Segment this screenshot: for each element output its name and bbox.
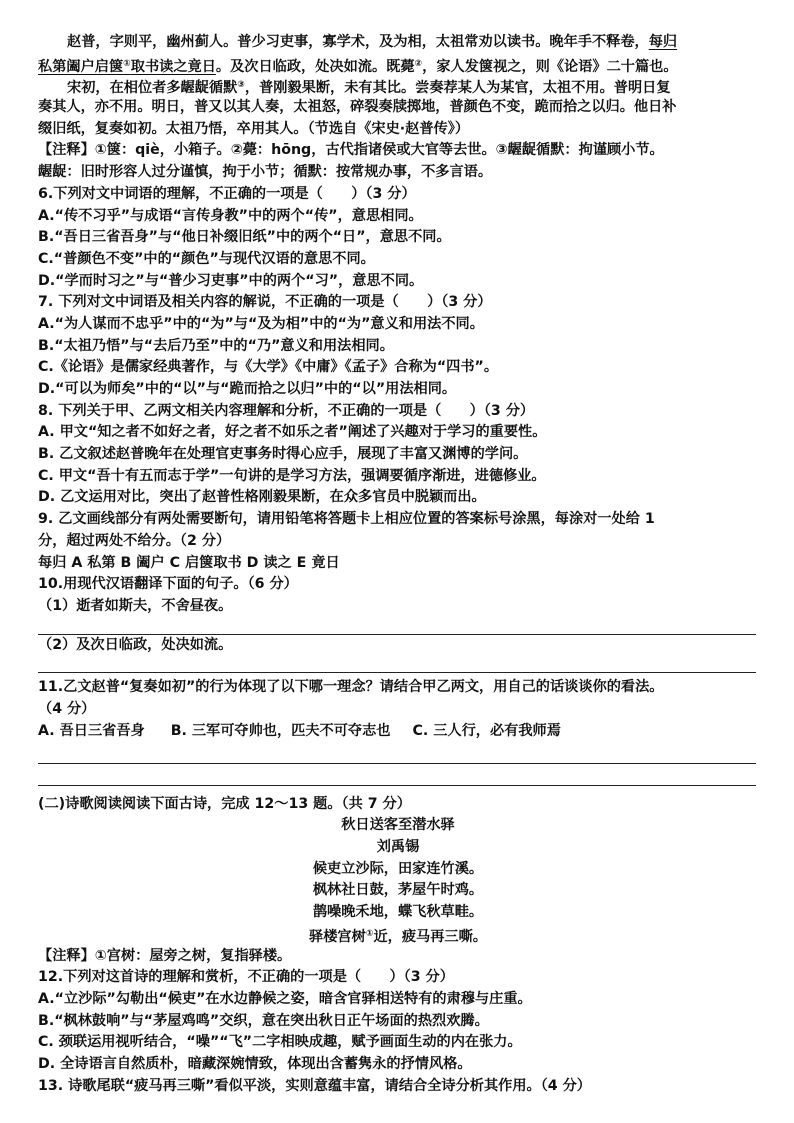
question-6-option-a: A.“传不习乎”与成语“言传身教”中的两个“传”，意思相同。 <box>38 207 423 224</box>
question-6-option-d: D.“学而时习之”与“普少习吏事”中的两个“习”，意思不同。 <box>38 272 424 289</box>
question-7-option-c: C.《论语》是儒家经典著作，与《大学》《中庸》《孟子》合称为“四书”。 <box>38 359 499 376</box>
question-9-options: 每归 A 私第 B 阖户 C 启箧取书 D 读之 E 竟日 <box>38 554 340 571</box>
answer-line[interactable] <box>38 618 756 635</box>
passage-line: 赵普，字则平，幽州蓟人。普少习吏事，寡学术，及为相，太祖常劝以读书。晚年手不释卷，每归 <box>67 34 678 50</box>
underlined-text: 每归 <box>648 34 678 50</box>
poem-line: 驿楼宫树①近，疲马再三嘶。 <box>309 928 487 945</box>
answer-line[interactable] <box>38 764 756 786</box>
footnote-marker: ① <box>365 928 374 939</box>
question-12-option-a: A.“立沙际”勾勒出“候吏”在水边静候之姿，暗含官驿相送特有的肃穆与庄重。 <box>38 990 532 1007</box>
passage-line: 宋初，在相位者多龌龊循默③，普刚毅果断，未有其比。尝奏荐某人为某官，太祖不用。普明日复 <box>67 80 671 97</box>
answer-line[interactable] <box>38 656 756 673</box>
question-10-stem: 10.用现代汉语翻译下面的句子。（6 分） <box>38 576 298 593</box>
question-9-stem: 9. 乙文画线部分有两处需要断句，请用铅笔将答题卡上相应位置的答案标号涂黑，每涂对一处给 1 <box>38 511 655 528</box>
section-2-heading: (二)诗歌阅读阅读下面古诗，完成 12～13 题。（共 7 分） <box>38 795 411 812</box>
question-6-option-b: B.“吾日三省吾身”与“他日补缀旧纸”中的两个“日”，意思不同。 <box>38 229 451 246</box>
passage-line: 奏其人，亦不用。明日，普又以其人奏，太祖怒，碎裂奏牍掷地，普颜色不变，跪而拾之以归。他日补 <box>38 99 677 116</box>
footnote-marker: ③ <box>237 80 245 91</box>
question-12-stem: 12.下列对这首诗的理解和赏析，不正确的一项是（ ）（3 分） <box>38 969 454 986</box>
question-8-option-d: D. 乙文运用对比，突出了赵普性格刚毅果断，在众多官员中脱颖而出。 <box>38 489 486 506</box>
question-8-option-c: C. 甲文“吾十有五而志于学”一句讲的是学习方法，强调要循序渐进，进德修业。 <box>38 467 546 484</box>
question-11-stem: 11.乙文赵普“复奏如初”的行为体现了以下哪一理念？请结合甲乙两文，用自己的话谈谈你的看法。 <box>38 679 664 696</box>
question-11-option-a: A. 吾日三省吾身 <box>38 722 145 739</box>
passage-line: 私第阖户启箧①取书读之竟日。及次日临政，处决如流。既薨②，家人发箧视之，则《论语》二十篇也。 <box>38 58 678 75</box>
question-12-option-d: D. 全诗语言自然质朴，暗藏深婉情致，体现出含蓄隽永的抒情风格。 <box>38 1055 472 1072</box>
question-10-sentence-1: （1）逝者如斯夫，不舍昼夜。 <box>38 597 233 614</box>
poem-line: 候吏立沙际，田家连竹溪。 <box>312 860 484 877</box>
question-12-option-c: C. 颈联运用视听结合，“噪”“飞”二字相映成趣，赋予画面生动的内在张力。 <box>38 1034 522 1051</box>
footnote-marker: ① <box>123 58 131 69</box>
footnote-marker: ② <box>414 58 423 69</box>
question-11-option-c: C. 三人行，必有我师焉 <box>412 722 561 739</box>
question-10-sentence-2: （2）及次日临政，处决如流。 <box>38 636 233 653</box>
question-8-stem: 8. 下列关于甲、乙两文相关内容理解和分析，不正确的一项是（ ）（3 分） <box>38 402 535 419</box>
question-6-option-c: C.“普颜色不变”中的“颜色”与现代汉语的意思不同。 <box>38 250 375 267</box>
poem-title: 秋日送客至潜水驿 <box>341 817 455 834</box>
underlined-text: 私第阖户启箧①取书读之竟日 <box>38 58 216 75</box>
question-11-option-b: B. 三军可夺帅也，匹夫不可夺志也 <box>170 722 391 739</box>
notes-line: 龌龊：旧时形容人过分谨慎，拘于小节；循默：按常规办事，不多言语。 <box>38 164 493 181</box>
question-11-options <box>38 721 758 743</box>
question-13-stem: 13. 诗歌尾联“疲马再三嘶”看似平淡，实则意蕴丰富，请结合全诗分析其作用。（4 分） <box>38 1077 591 1094</box>
poem-line: 鹊噪晚禾地，蝶飞秋草畦。 <box>312 904 484 921</box>
question-7-option-a: A.“为人谋而不忠乎”中的“为”与“及为相”中的“为”意义和用法不同。 <box>38 315 484 332</box>
question-12-option-b: B.“枫林鼓响”与“茅屋鸡鸣”交织，意在突出秋日正午场面的热烈欢腾。 <box>38 1012 489 1029</box>
notes-line: 【注释】①箧：qiè，小箱子。②薨：hōng，古代指诸侯或大官等去世。③龌龊循默：拘谨顾小节。 <box>38 142 664 159</box>
question-11-stem-cont: （4 分） <box>38 700 96 717</box>
answer-line[interactable] <box>38 742 756 764</box>
passage-line: 缀旧纸，复奏如初。太祖乃悟，卒用其人。（节选自《宋史·赵普传》） <box>38 120 470 137</box>
poem-author: 刘禹锡 <box>376 839 420 856</box>
question-8-option-b: B. 乙文叙述赵普晚年在处理官吏事务时得心应手，展现了丰富又渊博的学问。 <box>38 446 528 463</box>
question-6-stem: 6.下列对文中词语的理解，不正确的一项是（ ）（3 分） <box>38 185 416 202</box>
poem-note: 【注释】①宫树：屋旁之树，复指驿楼。 <box>38 947 292 964</box>
question-7-option-b: B.“太祖乃悟”与“去后乃至”中的“乃”意义和用法相同。 <box>38 337 394 354</box>
question-9-stem-cont: 分，超过两处不给分。（2 分） <box>38 532 231 549</box>
poem-line: 枫林社日鼓，茅屋午时鸡。 <box>312 882 484 899</box>
question-8-option-a: A. 甲文“知之者不如好之者，好之者不如乐之者”阐述了兴趣对于学习的重要性。 <box>38 424 547 441</box>
question-7-stem: 7. 下列对文中词语及相关内容的解说，不正确的一项是（ ）（3 分） <box>38 294 492 311</box>
question-7-option-d: D.“可以为师矣”中的“以”与“跪而拾之以归”中的“以”用法相同。 <box>38 381 457 397</box>
